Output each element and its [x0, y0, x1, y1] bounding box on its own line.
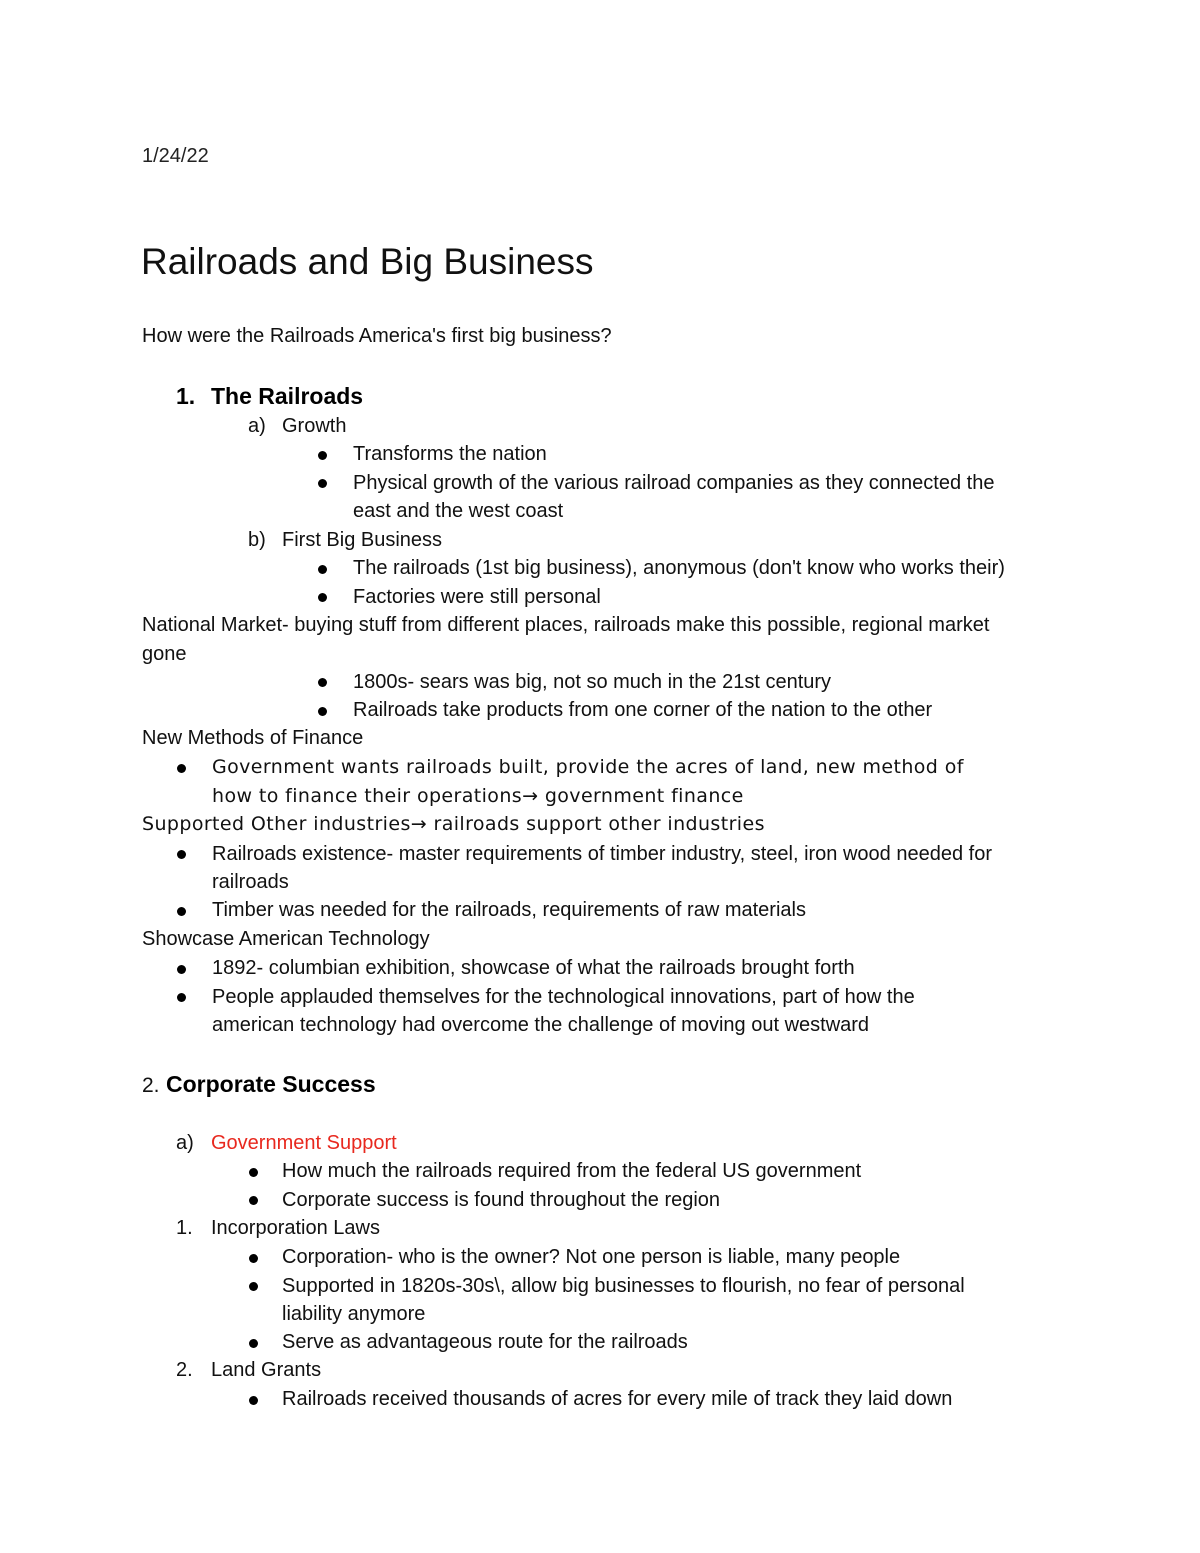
bullet-icon	[249, 1196, 258, 1205]
subheading-growth: Growth	[282, 415, 347, 437]
bullet-icon	[177, 850, 186, 859]
list-item: Railroads received thousands of acres for every mile of track they laid down	[282, 1388, 953, 1410]
subheading-land-grants: Land Grants	[211, 1359, 322, 1381]
paragraph-continuation: gone	[142, 643, 187, 665]
list-item: Government wants railroads built, provide the acres of land, new method of	[212, 756, 964, 778]
paragraph: Showcase American Technology	[142, 928, 430, 950]
list-marker: b)	[248, 529, 266, 551]
section-2-number: 2.	[142, 1074, 160, 1097]
paragraph: Supported Other industries→ railroads support other industries	[142, 813, 765, 835]
list-item: Timber was needed for the railroads, requirements of raw materials	[212, 899, 806, 921]
list-item-continuation: railroads	[212, 871, 289, 893]
list-item: 1800s- sears was big, not so much in the 21st century	[353, 671, 832, 693]
list-item-continuation: east and the west coast	[353, 500, 564, 522]
list-item: Factories were still personal	[353, 586, 601, 608]
date: 1/24/22	[142, 145, 209, 167]
page-title: Railroads and Big Business	[141, 241, 594, 282]
bullet-icon	[249, 1282, 258, 1291]
list-item: Supported in 1820s-30s\, allow big businesses to flourish, no fear of personal	[282, 1275, 965, 1297]
subheading-government-support: Government Support	[211, 1132, 397, 1154]
bullet-icon	[318, 451, 327, 460]
bullet-icon	[177, 993, 186, 1002]
list-item: Transforms the nation	[353, 443, 547, 465]
list-item: People applauded themselves for the technological innovations, part of how the	[212, 986, 915, 1008]
bullet-icon	[249, 1396, 258, 1405]
bullet-icon	[318, 707, 327, 716]
subheading-first-big-business: First Big Business	[282, 529, 443, 551]
list-item: Physical growth of the various railroad companies as they connected the	[353, 472, 995, 494]
list-marker: 2.	[176, 1359, 193, 1381]
paragraph: National Market- buying stuff from different places, railroads make this possible, regional market	[142, 614, 990, 636]
list-item: Railroads existence- master requirements of timber industry, steel, iron wood needed for	[212, 843, 992, 865]
bullet-icon	[177, 965, 186, 974]
bullet-icon	[177, 764, 186, 773]
guiding-question: How were the Railroads America's first big business?	[142, 325, 612, 347]
list-marker: a)	[248, 415, 266, 437]
list-item: The railroads (1st big business), anonymous (don't know who works their)	[353, 557, 1005, 579]
bullet-icon	[318, 678, 327, 687]
list-item-continuation: how to finance their operations→ government finance	[212, 785, 744, 807]
bullet-icon	[249, 1254, 258, 1263]
bullet-icon	[249, 1168, 258, 1177]
list-item: Serve as advantageous route for the railroads	[282, 1331, 688, 1353]
list-item: 1892- columbian exhibition, showcase of what the railroads brought forth	[212, 957, 855, 979]
bullet-icon	[318, 565, 327, 574]
list-marker: a)	[176, 1132, 194, 1154]
section-1-heading: The Railroads	[211, 383, 364, 409]
bullet-icon	[318, 593, 327, 602]
list-item: Corporation- who is the owner? Not one person is liable, many people	[282, 1246, 901, 1268]
section-2-heading: Corporate Success	[166, 1071, 376, 1097]
list-item: Corporate success is found throughout the region	[282, 1189, 721, 1211]
bullet-icon	[249, 1339, 258, 1348]
section-1-number: 1.	[176, 383, 196, 409]
bullet-icon	[177, 907, 186, 916]
paragraph: New Methods of Finance	[142, 727, 364, 749]
subheading-incorporation-laws: Incorporation Laws	[211, 1217, 380, 1239]
list-item: How much the railroads required from the federal US government	[282, 1160, 862, 1182]
list-item-continuation: liability anymore	[282, 1303, 426, 1325]
list-item-continuation: american technology had overcome the challenge of moving out westward	[212, 1014, 870, 1036]
list-item: Railroads take products from one corner of the nation to the other	[353, 699, 933, 721]
list-marker: 1.	[176, 1217, 193, 1239]
bullet-icon	[318, 479, 327, 488]
